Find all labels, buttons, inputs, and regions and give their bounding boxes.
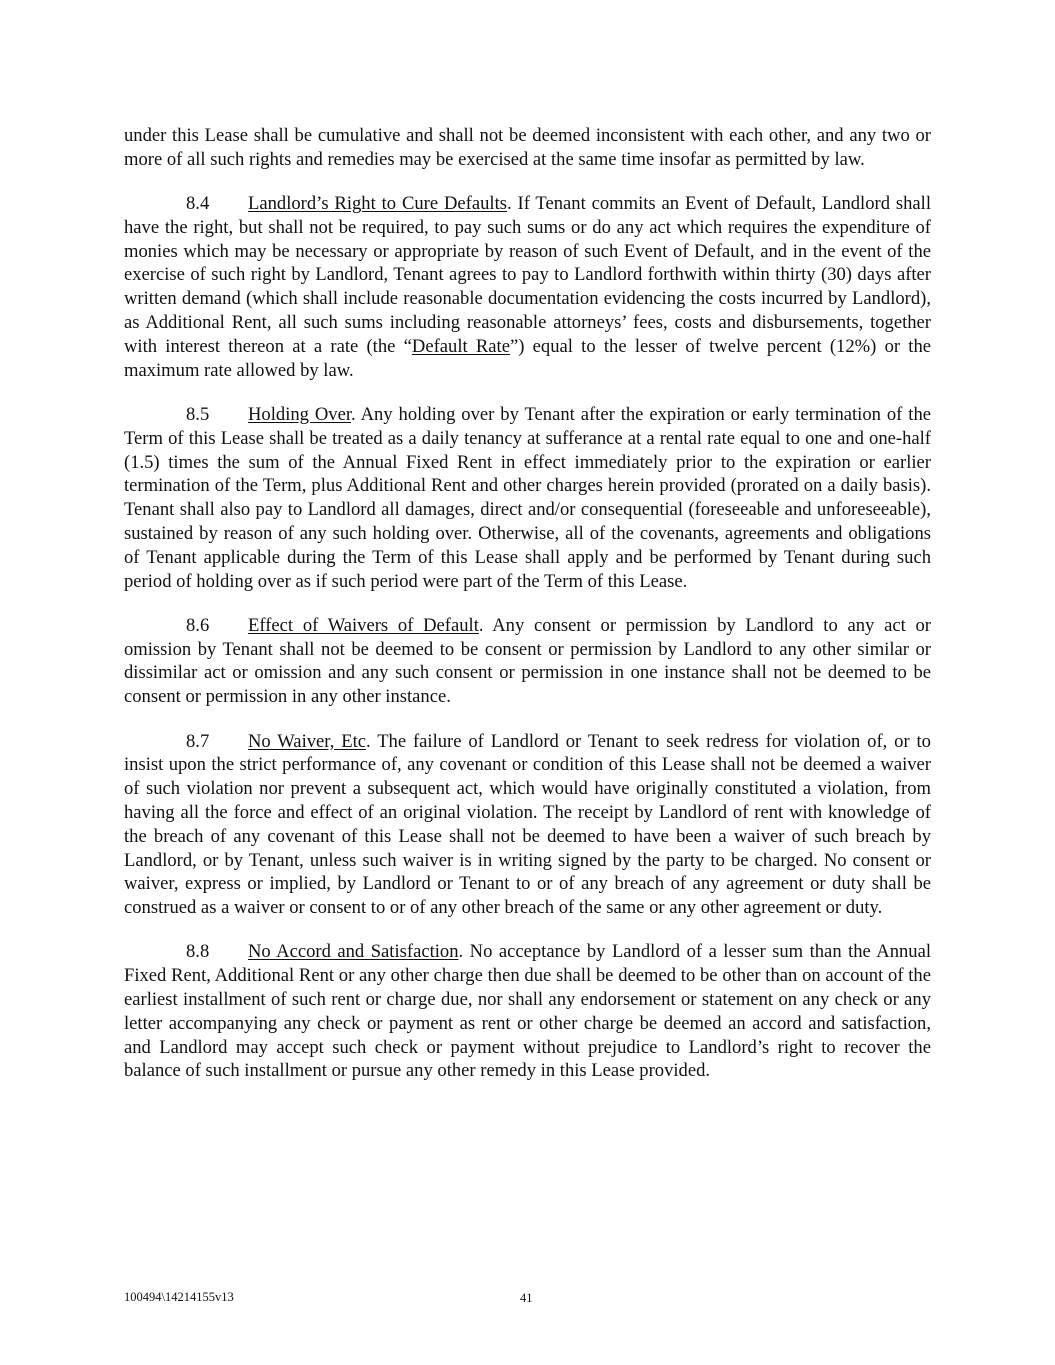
section-text: . Any consent or permission by Landlord to any act or omission by Tenant shall not be deemed to be consent or permission by Landlord to any other similar or dissimilar act or omission and any such consent or permission in one instance shall not be deemed to be consent or permission in any other instance. <box>124 614 931 708</box>
section-heading: Landlord’s Right to Cure Defaults <box>248 193 507 215</box>
section-text: . If Tenant commits an Event of Default, Landlord shall have the right, but shall not be required, to pay such sums or do any act which requires the expenditure of monies which may be necessary or appropriate by reason of such Event of Default, and in the event of the exercise of such right by Landlord, Tenant agrees to pay to Landlord forthwith within thirty (30) days after written demand (which shall include reasonable documentation evidencing the costs incurred by Landlord), as Additional Rent, all such sums including reasonable attorneys’ fees, costs and disbursements, together with interest thereon at a rate (the “ <box>124 193 932 357</box>
section-text-after: ”) equal to the lesser of twelve percent (12%) or the maximum rate allowed by law. <box>124 335 932 381</box>
section-8-4 <box>124 192 931 382</box>
section-8-6 <box>124 614 931 709</box>
section-heading: No Accord and Satisfaction <box>248 941 459 963</box>
section-text: . No acceptance by Landlord of a lesser sum than the Annual Fixed Rent, Additional Rent or any other charge then due shall be deemed to be other than on account of the earliest installment of such rent or charge due, nor shall any endorsement or statement on any check or any letter accompanying any check or payment as rent or other charge be deemed an accord and satisfaction, and Landlord may accept such check or payment without prejudice to Landlord’s right to recover the balance of such installment or pursue any other remedy in this Lease provided. <box>124 941 932 1082</box>
section-heading: Effect of Waivers of Default <box>248 614 479 636</box>
section-heading: Holding Over <box>248 403 352 425</box>
section-number: 8.8 <box>186 941 210 963</box>
section-number: 8.4 <box>186 193 210 215</box>
section-number: 8.7 <box>186 730 210 752</box>
section-text: . The failure of Landlord or Tenant to seek redress for violation of, or to insist upon the strict performance of, any covenant or condition of this Lease shall not be deemed a waiver of such violation nor prevent a subsequent act, which would have originally constituted a violation, from having all the force and effect of an original violation. The receipt by Landlord of rent with knowledge of the breach of any covenant of this Lease shall not be deemed to have been a waiver of such breach by Landlord, or by Tenant, unless such waiver is in writing signed by the party to be charged. No consent or waiver, express or implied, by Landlord or Tenant to or of any breach of any agreement or duty shall be construed as a waiver or consent to or of any other breach of the same or any other agreement or duty. <box>124 730 931 919</box>
section-heading: No Waiver, Etc <box>248 730 367 752</box>
section-number: 8.5 <box>186 403 210 425</box>
defined-term: Default Rate <box>411 335 510 357</box>
section-8-5 <box>124 403 931 593</box>
section-8-7 <box>124 730 931 920</box>
footer-document-id: 100494\14214155v13 <box>124 1290 234 1304</box>
section-8-8 <box>124 940 931 1083</box>
continuation-paragraph: under this Lease shall be cumulative and shall not be deemed inconsistent with each other, and any two or more of all such rights and remedies may be exercised at the same time insofar as permitted by law. <box>124 125 931 170</box>
footer-page-number: 41 <box>520 1291 533 1305</box>
section-text: . Any holding over by Tenant after the expiration or early termination of the Term of this Lease shall be treated as a daily tenancy at sufferance at a rental rate equal to one and one-half (1.5) times the sum of the Annual Fixed Rent in effect immediately prior to the expiration or earlier termination of the Term, plus Additional Rent and other charges herein provided (prorated on a daily basis). Tenant shall also pay to Landlord all damages, direct and/or consequential (foreseeable and unforeseeable), sustained by reason of any such holding over. Otherwise, all of the covenants, agreements and obligations of Tenant applicable during the Term of this Lease shall apply and be performed by Tenant during such period of holding over as if such period were part of the Term of this Lease. <box>124 403 931 592</box>
document-body <box>124 124 931 1104</box>
section-number: 8.6 <box>186 614 210 636</box>
